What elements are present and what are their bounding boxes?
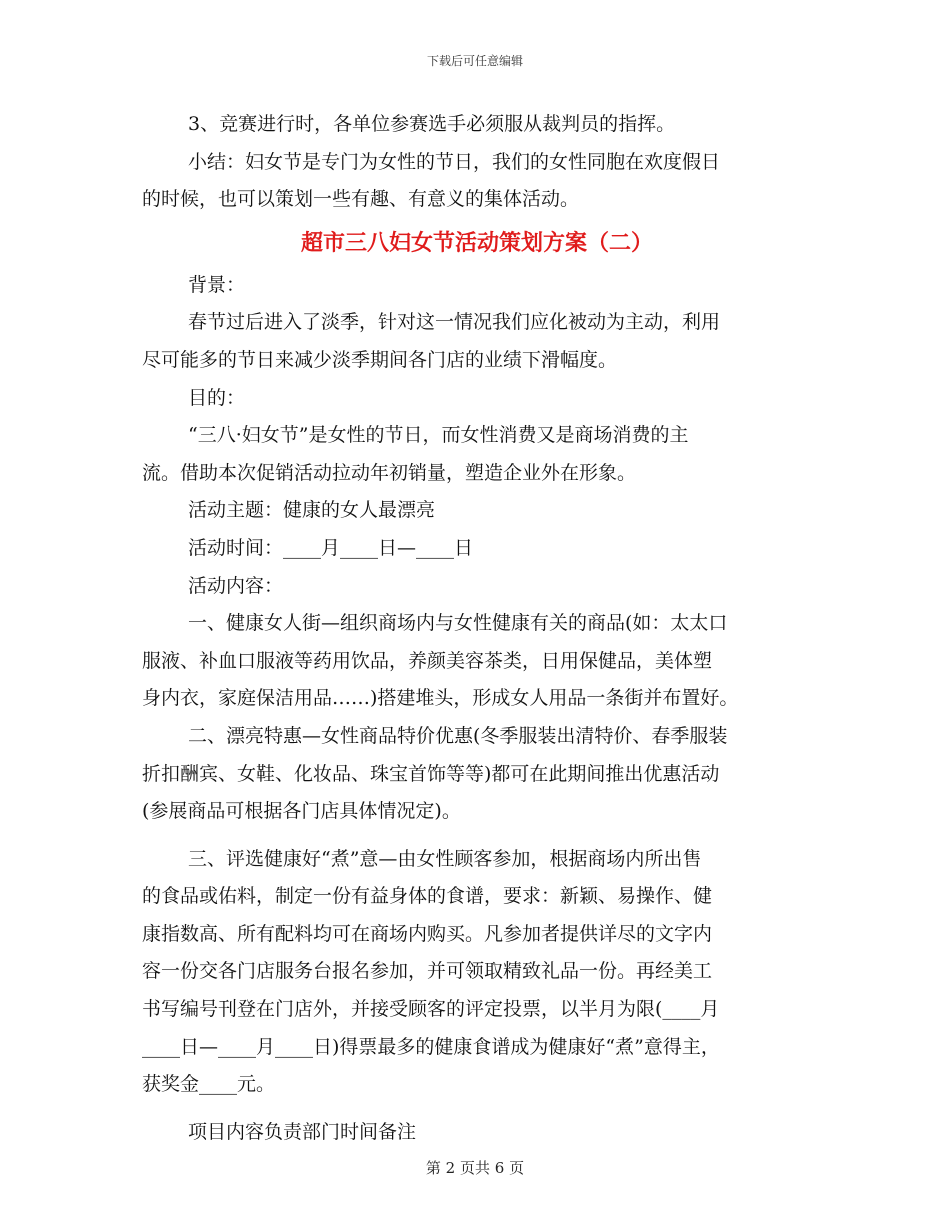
text-line: 康指数高、所有配料均可在商场内购买。凡参加者提供详尽的文字内: [142, 922, 713, 945]
text-line: 目的：: [188, 386, 246, 409]
text-line: (参展商品可根据各门店具体情况定)。: [142, 800, 461, 823]
text-line: 折扣酬宾、女鞋、化妆品、珠宝首饰等等)都可在此期间推出优惠活动: [142, 762, 720, 785]
page-header: 下载后可任意编辑: [426, 54, 523, 68]
section-after-title: [142, 267, 812, 1152]
text-line: 活动内容：: [188, 574, 284, 597]
paragraph-gap: [142, 831, 812, 841]
text-line: 的时候，也可以策划一些有趣、有意义的集体活动。: [142, 188, 580, 211]
text-line: 身内衣，家庭保洁用品……)搭建堆头，形成女人用品一条街并布置好。: [142, 687, 739, 710]
text-line: 流。借助本次促销活动拉动年初销量，塑造企业外在形象。: [142, 461, 637, 484]
text-line: 服液、补血口服液等药用饮品，养颜美容茶类，日用保健品，美体塑: [142, 649, 713, 672]
text-line: 背景：: [188, 273, 246, 296]
text-line: 容一份交各门店服务台报名参加，并可领取精致礼品一份。再经美工: [142, 960, 713, 983]
document-body: [142, 106, 812, 1151]
text-line: ____日—____月____日)得票最多的健康食谱成为健康好“煮”意得主，: [142, 1035, 720, 1058]
text-line: 小结：妇女节是专门为女性的节日，我们的女性同胞在欢度假日: [188, 150, 721, 173]
text-line: “三八·妇女节”是女性的节日，而女性消费又是商场消费的主: [188, 424, 689, 447]
text-line: 项目内容负责部门时间备注: [188, 1120, 417, 1143]
text-line: 一、健康女人街—组织商场内与女性健康有关的商品(如：太太口: [188, 612, 728, 635]
text-line: 春节过后进入了淡季，针对这一情况我们应化被动为主动，利用: [188, 311, 721, 334]
text-line: 二、漂亮特惠—女性商品特价优惠(冬季服装出清特价、春季服装: [188, 724, 728, 747]
text-line: 活动时间：____月____日—____日: [188, 536, 474, 559]
text-line: 的食品或佑料，制定一份有益身体的食谱，要求：新颖、易操作、健: [142, 885, 713, 908]
text-line: 尽可能多的节日来减少淡季期间各门店的业绩下滑幅度。: [142, 348, 618, 371]
page-footer: 第 2 页共 6 页: [425, 1159, 525, 1177]
document-title: 超市三八妇女节活动策划方案（二）: [300, 229, 653, 256]
text-line: 书写编号刊登在门店外，并接受顾客的评定投票，以半月为限(____月: [142, 998, 720, 1021]
text-line: 三、评选健康好“煮”意—由女性顾客参加，根据商场内所出售: [188, 847, 702, 870]
paragraph-gap: [142, 1104, 812, 1114]
text-line: 获奖金____元。: [142, 1073, 276, 1096]
text-line: 3、竞赛进行时，各单位参赛选手必须服从裁判员的指挥。: [188, 113, 676, 135]
section-before-title: [142, 106, 812, 219]
text-line: 活动主题：健康的女人最漂亮: [188, 499, 436, 522]
